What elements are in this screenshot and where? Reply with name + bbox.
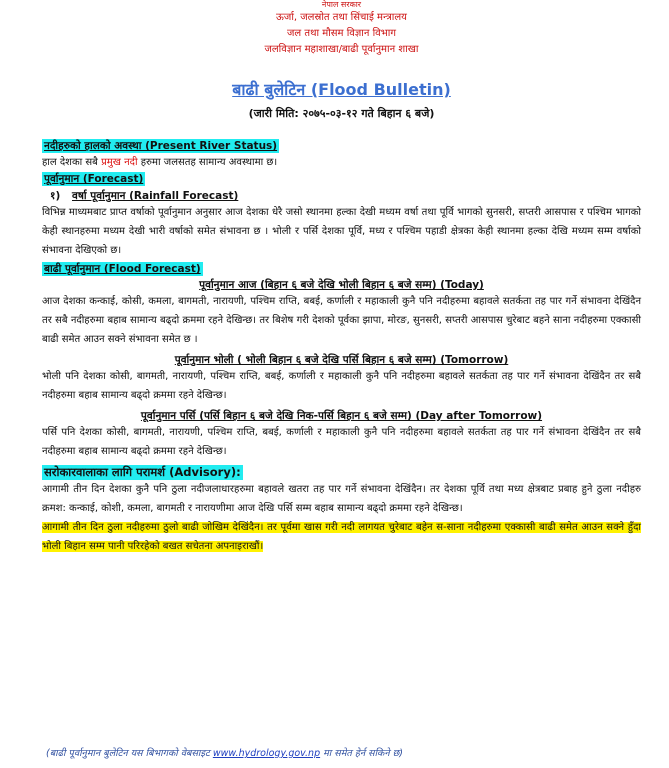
day-after-forecast-heading: पूर्वानुमान पर्सि (पर्सि बिहान ६ बजे देखि निक-पर्सि बिहान ६ बजे सम्म) (Day after Tomorrow) xyxy=(140,410,543,422)
gov-name: नेपाल सरकार xyxy=(321,0,362,9)
flood-forecast-heading: बाढी पूर्वानुमान (Flood Forecast) xyxy=(44,263,201,275)
present-status-heading: नदीहरुको हालको अवस्था (Present River Status) xyxy=(44,140,278,152)
tomorrow-forecast-text: भोली पनि देशका कोसी, बागमती, नारायणी, पश्चिम राप्ति, बबई, कर्णाली र महाकाली कुनै पनि नदीहरुमा बहावले सतर्कता तह पार गर्ने संभावना देखिंदैन तर सबै नदीहरुमा बहाब सामान्य बढ्दो क्रममा रहने देखिन्छ। xyxy=(42,371,641,401)
advisory-warning: आगामी तीन दिन ठुला नदीहरुमा ठुलो बाढी जोखिम देखिंदैन। तर पूर्वमा खास गरी नदी लागयत चुरेबाट बहेन स-साना नदीहरुमा एक्कासी बाढी समेत आउन सक्ने हुँदा भोली बिहान सम्म पानी परिरहेको बखत सचेतना अपनाइराखौं। xyxy=(42,522,641,552)
rainfall-forecast-heading: १) वर्षा पूर्वानुमान (Rainfall Forecast) xyxy=(50,190,239,202)
item-number: १) xyxy=(50,190,61,202)
footer-note: (बाढी पूर्वानुमान बुलेटिन यस बिभागको वेबसाइट www.hydrology.gov.np मा समेत हेर्न सकिने छ) xyxy=(46,748,404,759)
rainfall-forecast-text: विभिन्न माध्यमबाट प्राप्त वर्षाको पूर्वानुमान अनुसार आज देशका धेरै जसो स्थानमा हल्का देखी मध्यम वर्षा तथा पूर्वि भागको सुनसरी, सप्तरी आसपास र पश्चिम भागको केही स्थानहरुमा मध्यम देखी भारी वर्षाको समेत संभावना छ । भोली र पर्सि देशका पूर्वि, मध्य र पश्चिम पहाडी क्षेत्रका केही स्थानमा हल्का देखि मध्यम सम्म वर्षाको संभावना देखिएको छ। xyxy=(42,207,641,256)
bulletin-title: बाढी बुलेटिन (Flood Bulletin) xyxy=(232,80,451,99)
forecast-heading: पूर्वानुमान (Forecast) xyxy=(44,173,144,185)
division-name: जलविज्ञान महाशाखा/बाढी पूर्वानुमान शाखा xyxy=(264,44,419,55)
advisory-heading: सरोकारवालाका लागि परामर्श (Advisory): xyxy=(44,465,241,479)
ministry-name: ऊर्जा, जलस्रोत तथा सिंचाई मन्त्रालय xyxy=(276,12,407,23)
website-link[interactable]: www.hydrology.gov.np xyxy=(212,748,321,759)
today-forecast-heading: पूर्वानुमान आज (बिहान ६ बजे देखि भोली बिहान ६ बजे सम्म) (Today) xyxy=(199,279,484,291)
highlighted-phrase: प्रमुख नदी xyxy=(101,157,138,168)
letterhead xyxy=(42,0,641,58)
advisory-text: आगामी तीन दिन देशका कुनै पनि ठुला नदीजलाधारहरुमा बहावले खतरा तह पार गर्ने संभावना देखिंदैन। तर देशका पूर्वि तथा मध्य क्षेत्रबाट प्रबाह हुने ठुला नदीहरु क्रमश: कन्काई, कोशी, कमला, बागमती र नारायणीमा आज देखि पर्सि सम्म बहाब सामान्य बढ्दो क्रममा रहने देखिन्छ। xyxy=(42,484,641,514)
department-name: जल तथा मौसम विज्ञान विभाग xyxy=(286,28,396,39)
today-forecast-text: आज देशका कन्काई, कोसी, कमला, बागमती, नारायणी, पश्चिम राप्ति, बबई, कर्णाली र महाकाली कुनै पनि नदीहरुमा बहावले सतर्कता तह पार गर्ने संभावना देखिंदैन तर सबै नदीहरुमा बहाब सामान्य बढ्दो क्रममा रहने देखिन्छ। तर बिशेष गरी देशको पूर्वका झापा, मोरङ, सुनसरी, सप्तरी आसपास चुरेबाट बहने साना नदीहरुमा एक्कासी बाढी समेत आउन सक्ने संभावना समेत छ । xyxy=(42,296,641,345)
tomorrow-forecast-heading: पूर्वानुमान भोली ( भोली बिहान ६ बजे देखि पर्सि बिहान ६ बजे सम्म) (Tomorrow) xyxy=(174,354,509,366)
present-status-text: हाल देशका सबै प्रमुख नदी हरुमा जलसतह सामान्य अवस्थामा छ। xyxy=(42,157,278,168)
issue-date: (जारी मिति: २०७५-०३-१२ गते बिहान ६ बजे) xyxy=(248,107,435,120)
day-after-forecast-text: पर्सि पनि देशका कोसी, बागमती, नारायणी, पश्चिम राप्ति, बबई, कर्णाली र महाकाली कुनै पनि नदीहरुमा बहावले सतर्कता तह पार गर्ने संभावना देखिंदैन तर सबै नदीहरुमा बहाब सामान्य बढ्दो क्रममा रहने देखिन्छ। xyxy=(42,427,641,457)
